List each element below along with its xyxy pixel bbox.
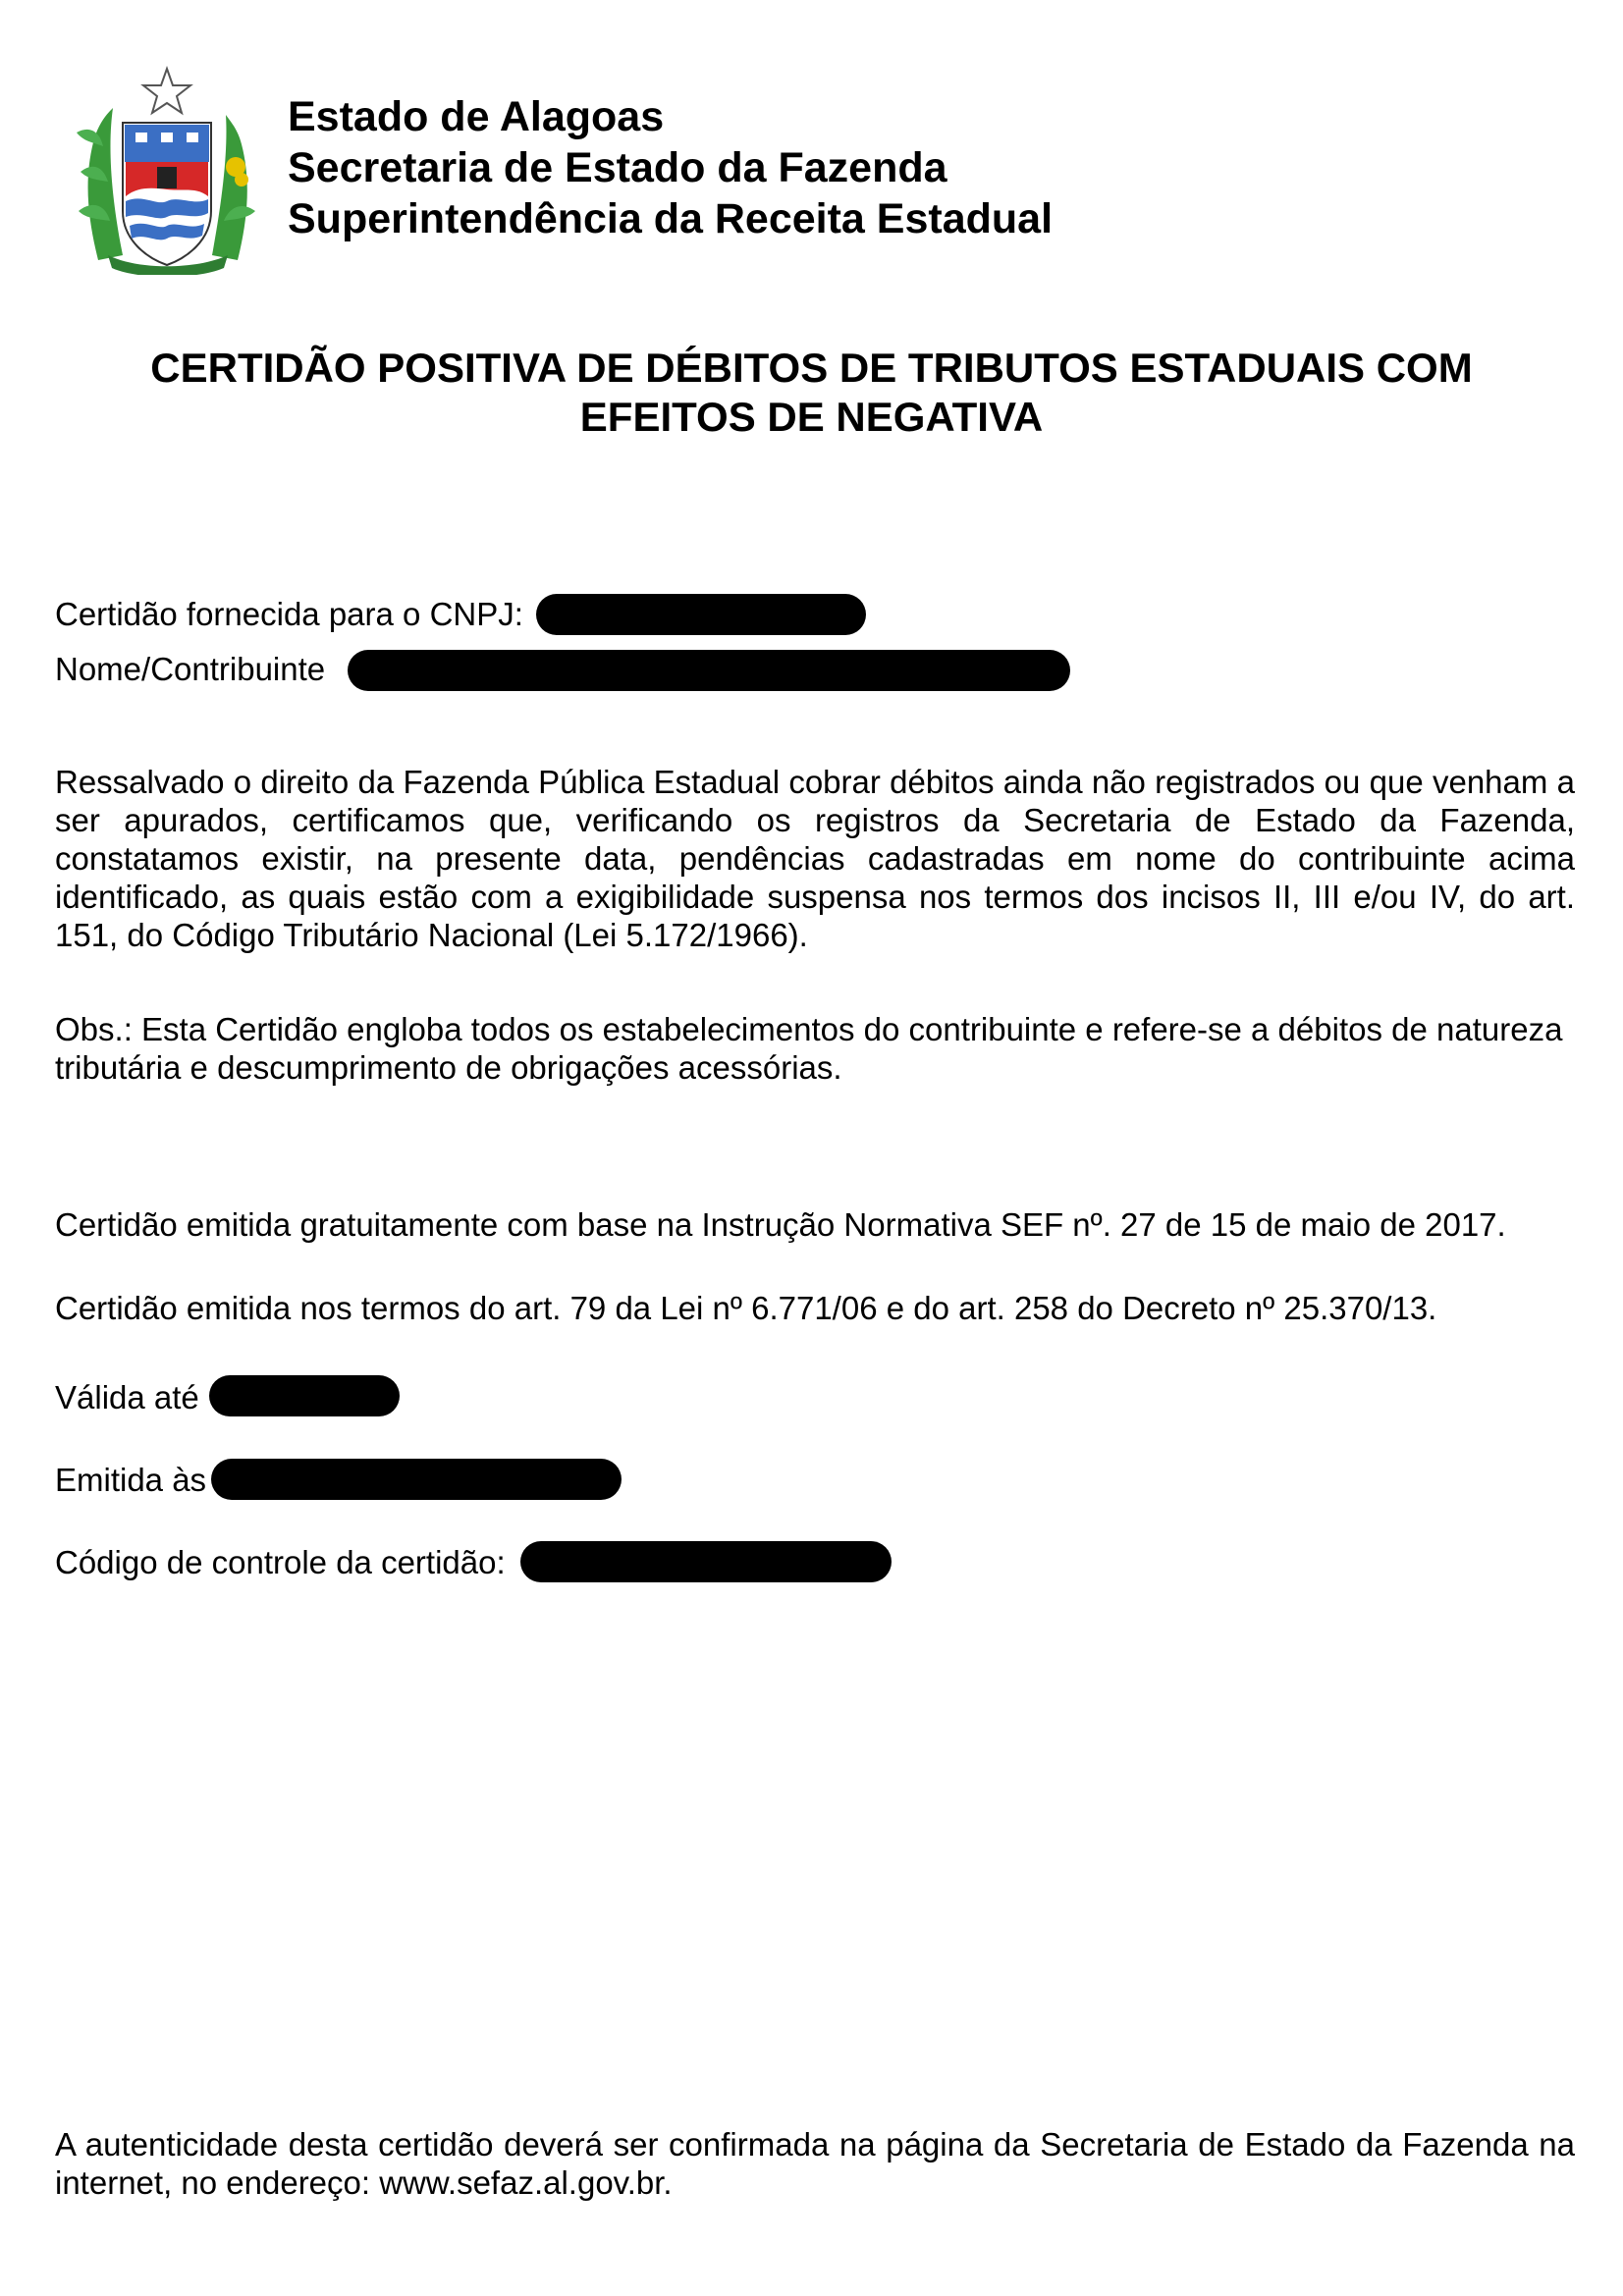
- cnpj-redaction: [536, 594, 866, 635]
- document-title: [0, 344, 1623, 442]
- free-issue-statement: Certidão emitida gratuitamente com base na Instrução Normativa SEF nº. 27 de 15 de maio de 2017.: [55, 1206, 1506, 1243]
- title-line-2: EFEITOS DE NEGATIVA: [579, 394, 1044, 440]
- coat-of-arms-icon: [69, 64, 265, 275]
- control-code-label: Código de controle da certidão:: [55, 1544, 506, 1580]
- superintendency-name: Superintendência da Receita Estadual: [288, 195, 1054, 242]
- authenticity-notice: A autenticidade desta certidão deverá ser confirmada na página da Secretaria de Estado da Fazenda na internet, no endereço: www.sefaz.al.gov.br.: [55, 2126, 1575, 2201]
- valid-until-label: Válida até: [55, 1379, 199, 1415]
- issuing-organization: [288, 91, 1053, 244]
- cnpj-label: Certidão fornecida para o CNPJ:: [55, 596, 523, 632]
- certification-paragraph: Ressalvado o direito da Fazenda Pública Estadual cobrar débitos ainda não registrados ou que venham a ser apurados, certificamos que, verificando os registros da Secretaria de Estado da Fazenda, constatamos existir, na presente data, pendências cadastradas em nome do contribuinte acima identificado, as quais estão com a exigibilidade suspensa nos termos dos incisos II, III e/ou IV, do art. 151, do Código Tributário Nacional (Lei 5.172/1966).: [55, 764, 1575, 953]
- taxpayer-name-label: Nome/Contribuinte: [55, 651, 326, 687]
- document-header: [69, 64, 1542, 280]
- taxpayer-name-redaction: [348, 650, 1070, 691]
- legal-basis-statement: Certidão emitida nos termos do art. 79 da Lei nº 6.771/06 e do art. 258 do Decreto nº 25.370/13.: [55, 1290, 1437, 1326]
- control-code-redaction: [520, 1541, 892, 1582]
- title-line-1: CERTIDÃO POSITIVA DE DÉBITOS DE TRIBUTOS ESTADUAIS COM: [150, 345, 1473, 391]
- secretariat-name: Secretaria de Estado da Fazenda: [288, 144, 947, 191]
- valid-until-redaction: [209, 1375, 400, 1416]
- state-name: Estado de Alagoas: [288, 93, 665, 140]
- observation-paragraph: Obs.: Esta Certidão engloba todos os estabelecimentos do contribuinte e refere-se a débitos de natureza tributária e descumprimento de obrigações acessórias.: [55, 1011, 1563, 1086]
- issued-at-label: Emitida às: [55, 1462, 207, 1498]
- issued-at-redaction: [211, 1459, 622, 1500]
